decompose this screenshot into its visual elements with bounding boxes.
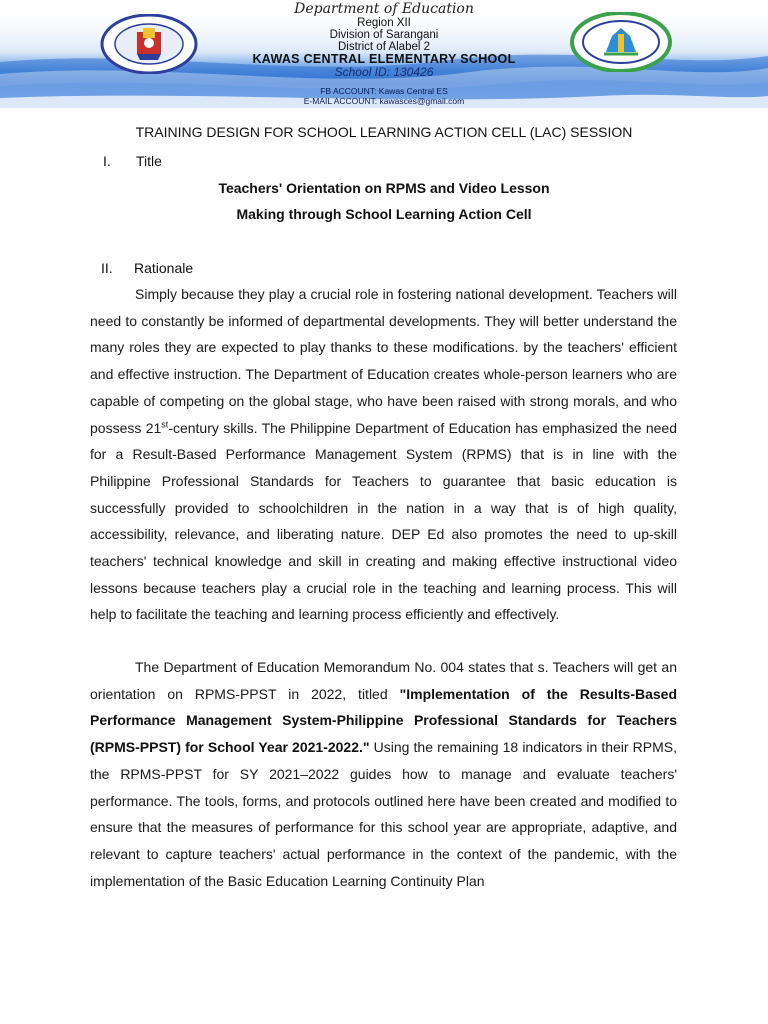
lac-title-line-1: Teachers' Orientation on RPMS and Video Lesson <box>218 180 550 196</box>
paragraph-text: Using the remaining 18 indicators in their RPMS, the RPMS-PPST for SY 2021–2022 guides how to manage and evaluate teachers' performance. The tools, forms, and protocols outlined here have been created and modified to ensure that the measures of performance for this school year are appropriate, adaptive, and relevant to capture teachers' actual performance in the context of the pandemic, with the implementation of the Basic Education Learning Continuity Plan <box>90 739 677 889</box>
section-number: I. <box>103 153 111 169</box>
paragraph-text: -century skills. The Philippine Department of Education has emphasized the need for a Result-Based Performance Management System (RPMS) that is in line with the Philippine Professional Standards for Teachers to guarantee that basic education is successfully provided to schoolchildren in the nation in a way that is of high quality, accessibility, relevance, and liberating nature. DEP Ed also promotes the need to up-skill teachers' technical knowledge and skill in creating and making effective instructional video lessons because teachers play a crucial role in the teaching and learning process. This will help to facilitate the teaching and learning process efficiently and effectively. <box>90 419 677 623</box>
paragraph-text: Simply because they play a crucial role in fostering national development. Teachers will need to constantly be informed of departmental developments. They will better understand the many roles they are expected to play thanks to these modifications. by the teachers' efficient and effective instruction. The Department of Education creates whole-person learners who are capable of competing on the global stage, who have been raised with strong morals, and who possess 21 <box>90 286 677 436</box>
letterhead <box>0 0 768 108</box>
superscript: st <box>161 418 169 429</box>
region-label: Region XII <box>357 17 411 29</box>
memo-title-bold: "Implementation of the Results-Based Performance Management System-Philippine Professional Standards for Teachers (RPMS-PPST) for School Year 2021-2022." <box>90 685 678 756</box>
school-id: School ID: 130426 <box>334 65 434 79</box>
agency-script-title: Department of Education <box>294 1 474 17</box>
paragraph-text: The Department of Education Memorandum No. 004 states that s. Teachers will get an orientation on RPMS-PPST in 2022, titled <box>90 659 677 702</box>
email-account: E-MAIL ACCOUNT: kawasces@gmail.com <box>303 96 465 106</box>
section-number: II. <box>101 260 113 276</box>
division-label: Division of Sarangani <box>329 29 439 41</box>
lac-title-line-2: Making through School Learning Action Cell <box>236 206 532 222</box>
fb-account: FB ACCOUNT: Kawas Central ES <box>320 86 448 96</box>
school-name: KAWAS CENTRAL ELEMENTARY SCHOOL <box>252 52 516 66</box>
district-label: District of Alabel 2 <box>337 41 431 53</box>
section-heading: Rationale <box>134 260 194 276</box>
document-title: TRAINING DESIGN FOR SCHOOL LEARNING ACTION CELL (LAC) SESSION <box>135 124 633 140</box>
section-heading: Title <box>136 153 162 169</box>
rationale-paragraph-2 <box>90 654 677 894</box>
rationale-paragraph-1 <box>90 281 677 628</box>
